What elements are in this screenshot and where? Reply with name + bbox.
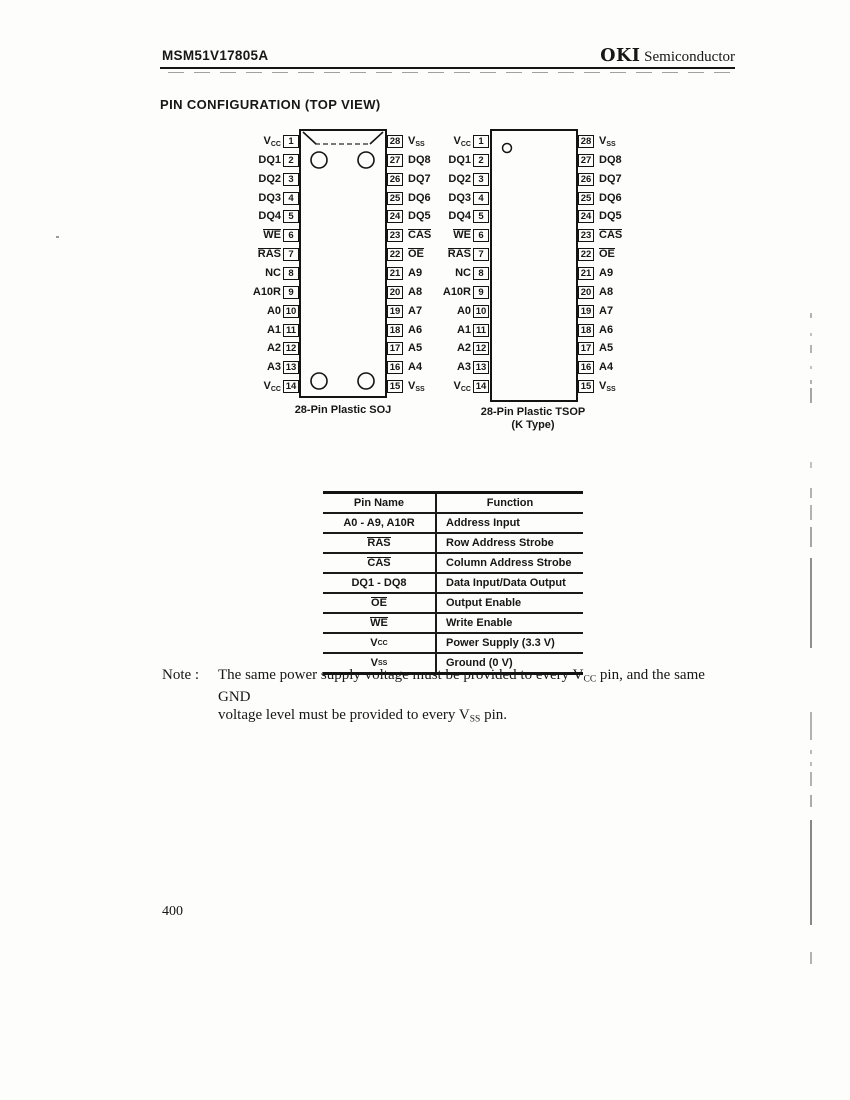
pin-number-box: 12	[283, 342, 299, 355]
scan-artifact-dash	[810, 462, 812, 468]
pin-number-box: 23	[578, 229, 594, 242]
pin-label-left: A3	[456, 361, 471, 373]
pin-label-right: DQ5	[599, 210, 622, 222]
tsop-caption-type: (K Type)	[511, 419, 555, 431]
pin-number-box: 15	[578, 380, 594, 393]
note-line2: voltage level must be provided to every $V_{SS}$ pin.	[218, 706, 507, 724]
tsop-pin-row	[0, 248, 850, 261]
table-row	[323, 614, 583, 634]
scan-artifact-dash	[810, 345, 812, 353]
function-cell: Data Input/Data Output	[446, 577, 566, 589]
pin-number-box: 4	[473, 192, 489, 205]
soj-caption: 28-Pin Plastic SOJ	[294, 404, 392, 416]
document-title: MSM51V17805A	[162, 48, 269, 63]
pin-label-left: $V_{CC}$	[453, 380, 471, 393]
soj-package-marks	[301, 131, 385, 396]
pin-label-right: $V_{SS}$	[599, 135, 616, 148]
tsop-pin-row	[0, 154, 850, 167]
table-row	[323, 634, 583, 654]
pin-name-cell	[323, 594, 437, 612]
pin-label-right: A5	[599, 342, 614, 354]
pin-number-box: 17	[578, 342, 594, 355]
tsop-pin-row	[0, 286, 850, 299]
subscript: CC	[270, 141, 281, 148]
pin-label-left: NC	[265, 267, 281, 279]
pin-number-box: 22	[578, 248, 594, 261]
pin-number-box: 10	[473, 305, 489, 318]
pin-number-box: 2	[473, 154, 489, 167]
pin-label-left: NC	[455, 267, 471, 279]
pin-number-box: 2	[283, 154, 299, 167]
overline-signal-name: CAS	[367, 556, 391, 569]
pin-label-left: DQ1	[258, 154, 281, 166]
pin-number-box: 10	[283, 305, 299, 318]
tsop-pin-row	[0, 380, 850, 393]
pin-label-left: A2	[456, 342, 471, 354]
scan-artifact-dash	[810, 505, 812, 520]
pin-label-left	[401, 229, 471, 242]
pin-label-right: A4	[408, 361, 423, 373]
function-cell: Write Enable	[446, 617, 513, 629]
pin-number-box: 27	[578, 154, 594, 167]
pin-label-left: DQ2	[258, 173, 281, 185]
scan-artifact-dash	[810, 952, 812, 964]
pin-label-right: DQ6	[599, 192, 622, 204]
pin-label-left: DQ2	[448, 173, 471, 185]
overline-signal-name: OE	[371, 596, 387, 609]
tsop-pin-row	[0, 229, 850, 242]
pin-number-box: 28	[578, 135, 594, 148]
scan-artifact-dash	[810, 388, 812, 403]
tsop-pin-row	[0, 135, 850, 148]
pin-label-left: DQ4	[448, 210, 471, 222]
pin-label-left: $V_{CC}$	[263, 135, 281, 148]
tsop-pin-row	[0, 267, 850, 280]
table-row	[323, 594, 583, 614]
overline-signal-name: WE	[370, 616, 388, 629]
function-cell: Address Input	[446, 517, 520, 529]
scan-artifact-dash	[810, 795, 812, 807]
pin-name-cell	[323, 614, 437, 632]
pin-number-box: 12	[473, 342, 489, 355]
pin-number-box: 25	[387, 192, 403, 205]
pin-label-right: A6	[408, 324, 423, 336]
scan-artifact-dash	[810, 366, 812, 369]
pin-number-box: 24	[578, 210, 594, 223]
tsop-pin-row	[0, 192, 850, 205]
pin-number-box: 18	[387, 324, 403, 337]
pin-number-box: 13	[283, 361, 299, 374]
pin-number-box: 16	[387, 361, 403, 374]
pin-number-box: 16	[578, 361, 594, 374]
pin-number-box: 20	[578, 286, 594, 299]
pin-number-box: 28	[387, 135, 403, 148]
pin-number-box: 5	[473, 210, 489, 223]
scan-artifact-dash	[810, 333, 812, 336]
pin-number-box: 17	[387, 342, 403, 355]
pin-label-left: A0	[266, 305, 281, 317]
pin-name-cell	[323, 554, 437, 572]
function-cell: Row Address Strobe	[446, 537, 554, 549]
overline-signal-name: WE	[263, 229, 281, 241]
pin-label-right: DQ7	[408, 173, 431, 185]
pin-label-left	[401, 248, 471, 261]
scan-artifact-dash	[810, 762, 812, 766]
pin-number-box: 26	[387, 173, 403, 186]
pin-label-right: A8	[599, 286, 614, 298]
header-rule	[160, 67, 735, 69]
overline-signal-name: OE	[599, 248, 615, 260]
pin-number-box: 18	[578, 324, 594, 337]
tsop-pin-row	[0, 324, 850, 337]
pin-label-left: A0	[456, 305, 471, 317]
pin-label-left: A3	[266, 361, 281, 373]
pin-number-box: 8	[283, 267, 299, 280]
scan-artifact-dash	[810, 558, 812, 648]
note-line1: The same power supply voltage must be provided to every $V_{CC}$ pin, and the same GND	[218, 667, 705, 705]
page-number: 400	[162, 904, 183, 919]
overline-signal-name: OE	[408, 248, 424, 260]
pin-number-box: 3	[473, 173, 489, 186]
pin-number-box: 14	[473, 380, 489, 393]
pin-name-cell: V CC	[323, 634, 437, 652]
pin-number-box: 6	[473, 229, 489, 242]
tsop-caption: 28-Pin Plastic TSOP	[480, 406, 586, 418]
pin-number-box: 26	[578, 173, 594, 186]
pin-label-right: DQ5	[408, 210, 431, 222]
pin-number-box: 13	[473, 361, 489, 374]
subscript: CC	[583, 674, 597, 685]
subscript: CC	[377, 639, 388, 647]
subscript: CC	[270, 386, 281, 393]
pin-number-box: 4	[283, 192, 299, 205]
pin-number-box: 20	[387, 286, 403, 299]
pin-name-cell: A0 - A9, A10R	[323, 514, 437, 532]
pin-label-right: A6	[599, 324, 614, 336]
pin-label-left: DQ4	[258, 210, 281, 222]
subscript: SS	[415, 386, 425, 393]
note-text	[218, 667, 738, 729]
scan-artifact-dash	[810, 712, 812, 740]
pin-label-right: A7	[408, 305, 423, 317]
pin-label-left: A10R	[252, 286, 281, 298]
scan-artifact-dash	[810, 488, 812, 498]
pin-label-right: $V_{SS}$	[408, 380, 425, 393]
pin-number-box: 23	[387, 229, 403, 242]
brand-suffix: Semiconductor	[640, 49, 735, 65]
function-cell: Column Address Strobe	[446, 557, 572, 569]
pin-label-right: A9	[408, 267, 423, 279]
pin-number-box: 19	[578, 305, 594, 318]
section-title: PIN CONFIGURATION (TOP VIEW)	[160, 97, 381, 112]
pin-number-box: 7	[283, 248, 299, 261]
pin-number-box: 22	[387, 248, 403, 261]
pin-number-box: 1	[283, 135, 299, 148]
scan-artifact-dash	[810, 820, 812, 925]
function-cell: Power Supply (3.3 V)	[446, 637, 555, 649]
pin-number-box: 1	[473, 135, 489, 148]
pin-label-left: DQ3	[448, 192, 471, 204]
pin-number-box: 5	[283, 210, 299, 223]
pin-label-right: $V_{SS}$	[408, 135, 425, 148]
scan-artifact-dash	[810, 750, 812, 754]
scan-artifact-dash	[810, 527, 812, 547]
pin-label-left: DQ1	[448, 154, 471, 166]
pin-label-right: A5	[408, 342, 423, 354]
pin-number-box: 11	[283, 324, 299, 337]
column-header-pin-name: Pin Name	[323, 494, 437, 512]
subscript: CC	[460, 141, 471, 148]
brand-logo	[575, 46, 735, 66]
pin-number-box: 19	[387, 305, 403, 318]
scan-artifact-dash	[810, 313, 812, 318]
pin-name-cell: DQ1 - DQ8	[323, 574, 437, 592]
pin-number-box: 14	[283, 380, 299, 393]
pin-number-box: 25	[578, 192, 594, 205]
subscript: SS	[606, 386, 616, 393]
scan-artifact-dash	[810, 380, 812, 384]
pin-number-box: 21	[387, 267, 403, 280]
pin-label-left: $V_{CC}$	[263, 380, 281, 393]
scan-artifact-dash	[810, 772, 812, 786]
pin-name-cell	[323, 534, 437, 552]
pin-number-box: 15	[387, 380, 403, 393]
pin-name-cell: V SS	[323, 654, 437, 672]
note-label: Note :	[162, 667, 200, 683]
subscript: CC	[460, 386, 471, 393]
pin-label-right	[599, 248, 669, 261]
pin-label-left: $V_{CC}$	[453, 135, 471, 148]
pin-label-right: A9	[599, 267, 614, 279]
overline-signal-name: WE	[453, 229, 471, 241]
pin-number-box: 9	[283, 286, 299, 299]
subscript: SS	[606, 141, 616, 148]
pin-label-right: A8	[408, 286, 423, 298]
pin-label-right: DQ8	[408, 154, 431, 166]
header-rule-shadow	[168, 72, 730, 73]
function-cell: Output Enable	[446, 597, 522, 609]
pin-number-box: 6	[283, 229, 299, 242]
overline-signal-name: RAS	[257, 248, 281, 260]
pin-number-box: 21	[578, 267, 594, 280]
function-cell: Ground (0 V)	[446, 657, 513, 669]
pin-label-left: A1	[456, 324, 471, 336]
oki-logo-text: OKI	[600, 46, 641, 66]
overline-signal-name: CAS	[599, 229, 623, 241]
pin-number-box: 7	[473, 248, 489, 261]
pin-label-right: $V_{SS}$	[599, 380, 616, 393]
tsop-pin-row	[0, 305, 850, 318]
tsop-pin-row	[0, 173, 850, 186]
table-header-row	[323, 494, 583, 514]
overline-signal-name: RAS	[447, 248, 471, 260]
pin-label-left: A1	[266, 324, 281, 336]
pin-label-left: A2	[266, 342, 281, 354]
pin-label-right: A7	[599, 305, 614, 317]
table-row	[323, 534, 583, 554]
tsop-pin-row	[0, 210, 850, 223]
soj-package-outline	[299, 129, 387, 398]
tsop-package-marks	[492, 131, 576, 400]
pin-number-box: 24	[387, 210, 403, 223]
overline-signal-name: CAS	[408, 229, 432, 241]
overline-signal-name: RAS	[367, 536, 391, 549]
table-row	[323, 554, 583, 574]
pin-number-box: 8	[473, 267, 489, 280]
tsop-pin-row	[0, 342, 850, 355]
pin-label-right	[599, 229, 669, 242]
column-header-function: Function	[486, 497, 534, 509]
pin-number-box: 27	[387, 154, 403, 167]
scan-speck	[56, 236, 59, 238]
pin-number-box: 11	[473, 324, 489, 337]
subscript: SS	[378, 659, 388, 667]
pin-function-table	[323, 491, 583, 675]
pin-number-box: 9	[473, 286, 489, 299]
pin-label-left: A10R	[442, 286, 471, 298]
subscript: SS	[469, 714, 481, 724]
pin-label-right: A4	[599, 361, 614, 373]
pin-label-right: DQ6	[408, 192, 431, 204]
pin-number-box: 3	[283, 173, 299, 186]
tsop-pin-row	[0, 361, 850, 374]
pin-label-left: DQ3	[258, 192, 281, 204]
pin-label-right: DQ8	[599, 154, 622, 166]
pin-label-right: DQ7	[599, 173, 622, 185]
table-row	[323, 514, 583, 534]
subscript: SS	[415, 141, 425, 148]
table-row	[323, 574, 583, 594]
